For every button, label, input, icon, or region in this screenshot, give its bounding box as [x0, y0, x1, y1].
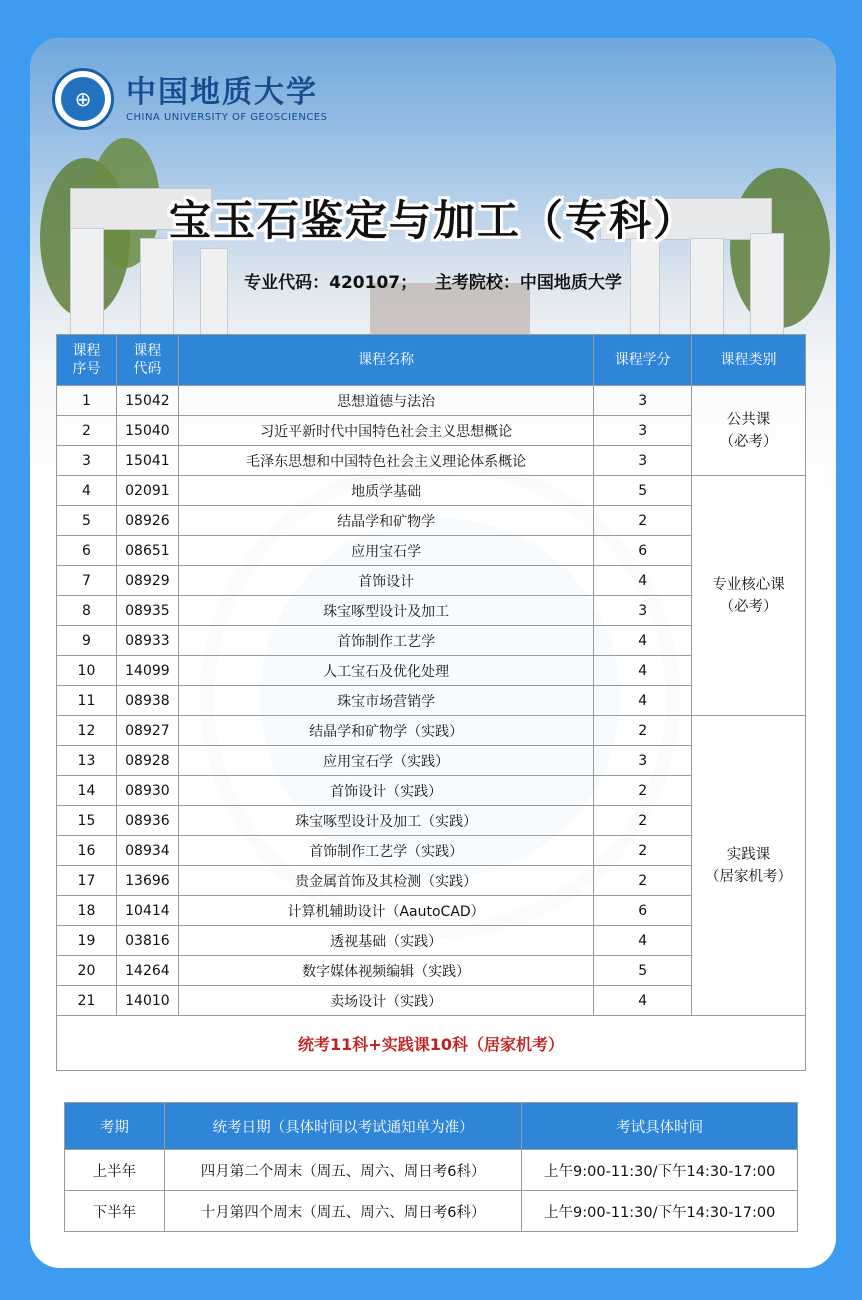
- cell-code: 15040: [116, 416, 178, 446]
- university-logo: [52, 68, 327, 130]
- cell-code: 14099: [116, 656, 178, 686]
- cell-credit: 3: [594, 446, 692, 476]
- category-note: （必考）: [719, 433, 778, 450]
- cell-code: 08928: [116, 746, 178, 776]
- cell-credit: 4: [594, 986, 692, 1016]
- cell-no: 12: [57, 716, 117, 746]
- exam-row: [65, 1191, 798, 1232]
- cell-code: 08930: [116, 776, 178, 806]
- cell-no: 14: [57, 776, 117, 806]
- exam-schedule-table: [64, 1102, 798, 1232]
- cell-no: 18: [57, 896, 117, 926]
- cell-credit: 3: [594, 746, 692, 776]
- category-note: （必考）: [719, 598, 778, 615]
- cell-name: 地质学基础: [178, 476, 593, 506]
- cell-credit: 6: [594, 536, 692, 566]
- cell-name: 思想道德与法治: [178, 386, 593, 416]
- cell-code: 08926: [116, 506, 178, 536]
- header-term: 考期: [65, 1103, 165, 1150]
- poster-card: [30, 38, 836, 1268]
- exam-table-header: [65, 1103, 798, 1150]
- cell-name: 珠宝啄型设计及加工: [178, 596, 593, 626]
- cell-credit: 2: [594, 776, 692, 806]
- cell-no: 4: [57, 476, 117, 506]
- cell-name: 应用宝石学（实践）: [178, 746, 593, 776]
- cell-code: 08936: [116, 806, 178, 836]
- cell-code: 08938: [116, 686, 178, 716]
- logo-chinese-name: 中国地质大学: [126, 74, 318, 110]
- cell-no: 20: [57, 956, 117, 986]
- cell-code: 08929: [116, 566, 178, 596]
- cell-no: 16: [57, 836, 117, 866]
- cell-no: 13: [57, 746, 117, 776]
- cell-no: 15: [57, 806, 117, 836]
- cell-no: 8: [57, 596, 117, 626]
- exam-date: 十月第四个周末（周五、周六、周日考6科）: [164, 1191, 521, 1232]
- cell-code: 08927: [116, 716, 178, 746]
- exam-row: [65, 1150, 798, 1191]
- cell-credit: 5: [594, 476, 692, 506]
- cell-code: 08933: [116, 626, 178, 656]
- header-time: 考试具体时间: [522, 1103, 798, 1150]
- cell-code: 08935: [116, 596, 178, 626]
- cell-credit: 4: [594, 926, 692, 956]
- cell-name: 计算机辅助设计（AautoCAD）: [178, 896, 593, 926]
- course-table-header: [57, 335, 806, 386]
- summary-row: [57, 1016, 806, 1071]
- exam-term: 上半年: [65, 1150, 165, 1191]
- cell-credit: 2: [594, 716, 692, 746]
- cell-code: 03816: [116, 926, 178, 956]
- cell-code: 10414: [116, 896, 178, 926]
- cell-code: 08934: [116, 836, 178, 866]
- cell-name: 毛泽东思想和中国特色社会主义理论体系概论: [178, 446, 593, 476]
- cell-no: 11: [57, 686, 117, 716]
- cell-no: 6: [57, 536, 117, 566]
- cell-name: 首饰制作工艺学: [178, 626, 593, 656]
- cell-no: 1: [57, 386, 117, 416]
- cell-no: 7: [57, 566, 117, 596]
- cell-credit: 4: [594, 686, 692, 716]
- cell-code: 13696: [116, 866, 178, 896]
- cell-no: 17: [57, 866, 117, 896]
- cell-credit: 5: [594, 956, 692, 986]
- category-name: 公共课: [726, 411, 771, 428]
- course-table: [56, 334, 806, 1071]
- cell-name: 结晶学和矿物学: [178, 506, 593, 536]
- cell-credit: 2: [594, 806, 692, 836]
- cell-credit: 4: [594, 656, 692, 686]
- university-seal-icon: ⊕: [52, 68, 114, 130]
- cell-name: 首饰设计: [178, 566, 593, 596]
- category-name: 专业核心课: [712, 576, 785, 593]
- summary-text: 统考11科+实践课10科（居家机考）: [57, 1016, 806, 1071]
- header-credit: 课程学分: [594, 335, 692, 386]
- cell-no: 5: [57, 506, 117, 536]
- cell-name: 人工宝石及优化处理: [178, 656, 593, 686]
- cell-no: 2: [57, 416, 117, 446]
- cell-name: 珠宝市场营销学: [178, 686, 593, 716]
- page-title: 宝玉石鉴定与加工（专科）: [168, 196, 697, 245]
- table-row: [57, 716, 806, 746]
- cell-name: 结晶学和矿物学（实践）: [178, 716, 593, 746]
- category-note: （居家机考）: [705, 868, 793, 885]
- header-no: 课程序号: [57, 335, 117, 386]
- category-cell: [692, 386, 806, 476]
- cell-no: 19: [57, 926, 117, 956]
- table-row: [57, 386, 806, 416]
- header-name: 课程名称: [178, 335, 593, 386]
- cell-no: 10: [57, 656, 117, 686]
- cell-name: 珠宝啄型设计及加工（实践）: [178, 806, 593, 836]
- cell-no: 3: [57, 446, 117, 476]
- cell-name: 卖场设计（实践）: [178, 986, 593, 1016]
- cell-code: 15042: [116, 386, 178, 416]
- cell-code: 14264: [116, 956, 178, 986]
- cell-name: 习近平新时代中国特色社会主义思想概论: [178, 416, 593, 446]
- table-row: [57, 476, 806, 506]
- cell-name: 透视基础（实践）: [178, 926, 593, 956]
- cell-name: 数字媒体视频编辑（实践）: [178, 956, 593, 986]
- cell-credit: 2: [594, 506, 692, 536]
- cell-name: 应用宝石学: [178, 536, 593, 566]
- cell-no: 21: [57, 986, 117, 1016]
- cell-code: 14010: [116, 986, 178, 1016]
- header-category: 课程类别: [692, 335, 806, 386]
- cell-code: 08651: [116, 536, 178, 566]
- exam-term: 下半年: [65, 1191, 165, 1232]
- cell-credit: 3: [594, 596, 692, 626]
- cell-credit: 2: [594, 866, 692, 896]
- exam-time: 上午9:00-11:30/下午14:30-17:00: [522, 1191, 798, 1232]
- cell-name: 首饰制作工艺学（实践）: [178, 836, 593, 866]
- major-info: 专业代码：420107； 主考院校：中国地质大学: [244, 273, 622, 293]
- header-code: 课程代码: [116, 335, 178, 386]
- category-name: 实践课: [726, 846, 771, 863]
- cell-credit: 2: [594, 836, 692, 866]
- exam-time: 上午9:00-11:30/下午14:30-17:00: [522, 1150, 798, 1191]
- cell-name: 首饰设计（实践）: [178, 776, 593, 806]
- category-cell: [692, 716, 806, 1016]
- cell-credit: 3: [594, 386, 692, 416]
- cell-code: 15041: [116, 446, 178, 476]
- cell-no: 9: [57, 626, 117, 656]
- cell-credit: 4: [594, 626, 692, 656]
- logo-english-name: CHINA UNIVERSITY OF GEOSCIENCES: [126, 111, 328, 123]
- cell-credit: 3: [594, 416, 692, 446]
- category-cell: [692, 476, 806, 716]
- cell-name: 贵金属首饰及其检测（实践）: [178, 866, 593, 896]
- header-date: 统考日期（具体时间以考试通知单为准）: [164, 1103, 521, 1150]
- cell-credit: 6: [594, 896, 692, 926]
- cell-code: 02091: [116, 476, 178, 506]
- cell-credit: 4: [594, 566, 692, 596]
- exam-date: 四月第二个周末（周五、周六、周日考6科）: [164, 1150, 521, 1191]
